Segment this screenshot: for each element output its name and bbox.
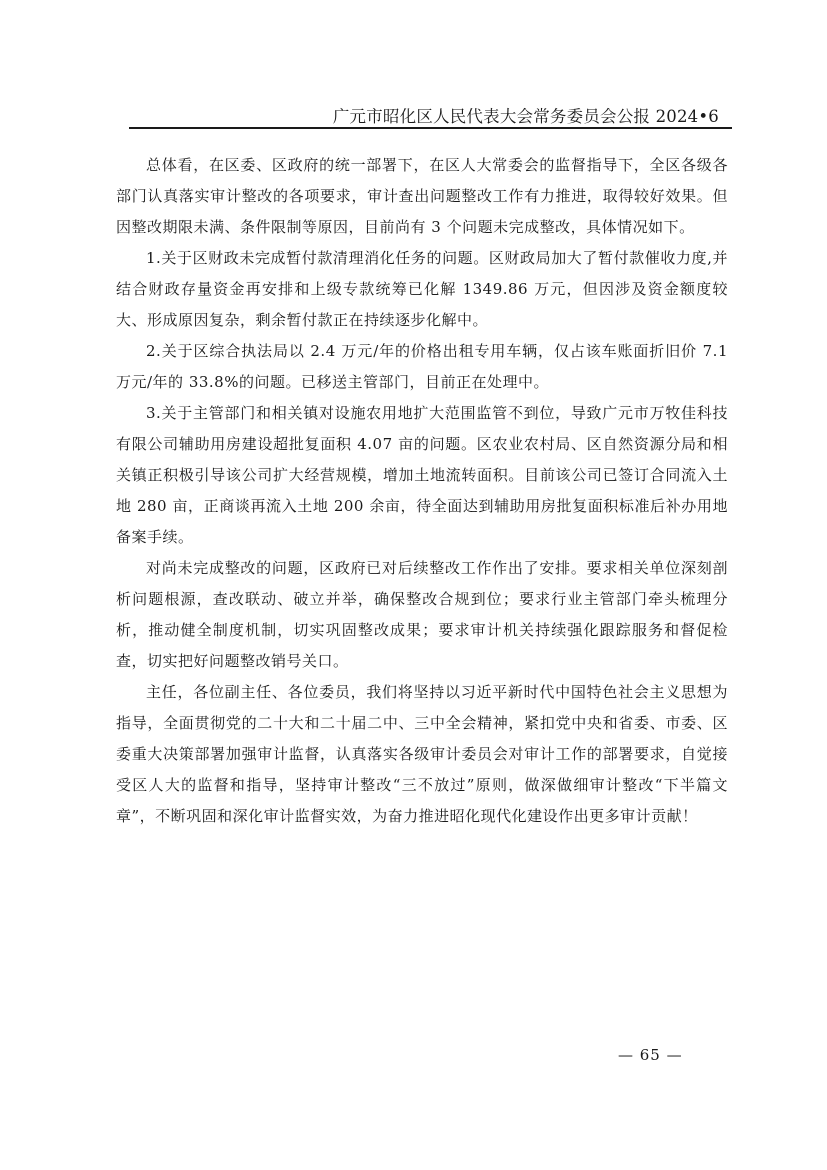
- paragraph-arrangements: 对尚未完成整改的问题，区政府已对后续整改工作作出了安排。要求相关单位深刻剖析问题根源，查改联动、破立并举，确保整改合规到位；要求行业主管部门牵头梳理分析，推动健全制度机制，切实巩固整改成果；要求审计机关持续强化跟踪服务和督促检查，切实把好问题整改销号关口。: [116, 559, 728, 670]
- header-divider: [129, 127, 732, 129]
- paragraph-summary: 总体看，在区委、区政府的统一部署下，在区人大常委会的监督指导下，全区各级各部门认真落实审计整改的各项要求，审计查出问题整改工作有力推进，取得较好效果。但因整改期限未满、条件限制等原因，目前尚有 3 个问题未完成整改，具体情况如下。: [116, 156, 728, 236]
- paragraph-item-3: 3.关于主管部门和相关镇对设施农用地扩大范围监管不到位，导致广元市万牧佳科技有限公司辅助用房建设超批复面积 4.07 亩的问题。区农业农村局、区自然资源分局和相关镇正积极引导该公司扩大经营规模，增加土地流转面积。目前该公司已签订合同流入土地 280 亩，正商谈再流入土地 200 余亩，待全面达到辅助用房批复面积标准后补办用地备案手续。: [116, 404, 728, 546]
- paragraph-closing: 主任，各位副主任、各位委员，我们将坚持以习近平新时代中国特色社会主义思想为指导，全面贯彻党的二十大和二十届二中、三中全会精神，紧扣党中央和省委、市委、区委重大决策部署加强审计监督，认真落实各级审计委员会对审计工作的部署要求，自觉接受区人大的监督和指导，坚持审计整改“三不放过”原则，做深做细审计整改“下半篇文章”，不断巩固和深化审计监督实效，为奋力推进昭化现代化建设作出更多审计贡献！: [116, 683, 728, 825]
- document-body: [116, 150, 728, 832]
- page-number: — 65 —: [618, 1046, 683, 1064]
- paragraph-item-2: 2.关于区综合执法局以 2.4 万元/年的价格出租专用车辆，仅占该车账面折旧价 7.1 万元/年的 33.8%的问题。已移送主管部门，目前正在处理中。: [116, 342, 728, 391]
- paragraph-item-1: 1.关于区财政未完成暂付款清理消化任务的问题。区财政局加大了暂付款催收力度,并结合财政存量资金再安排和上级专款统筹已化解 1349.86 万元，但因涉及资金额度较大、形成原因复杂，剩余暂付款正在持续逐步化解中。: [116, 249, 728, 329]
- header-title: 广元市昭化区人民代表大会常务委员会公报 2024•6: [332, 107, 719, 126]
